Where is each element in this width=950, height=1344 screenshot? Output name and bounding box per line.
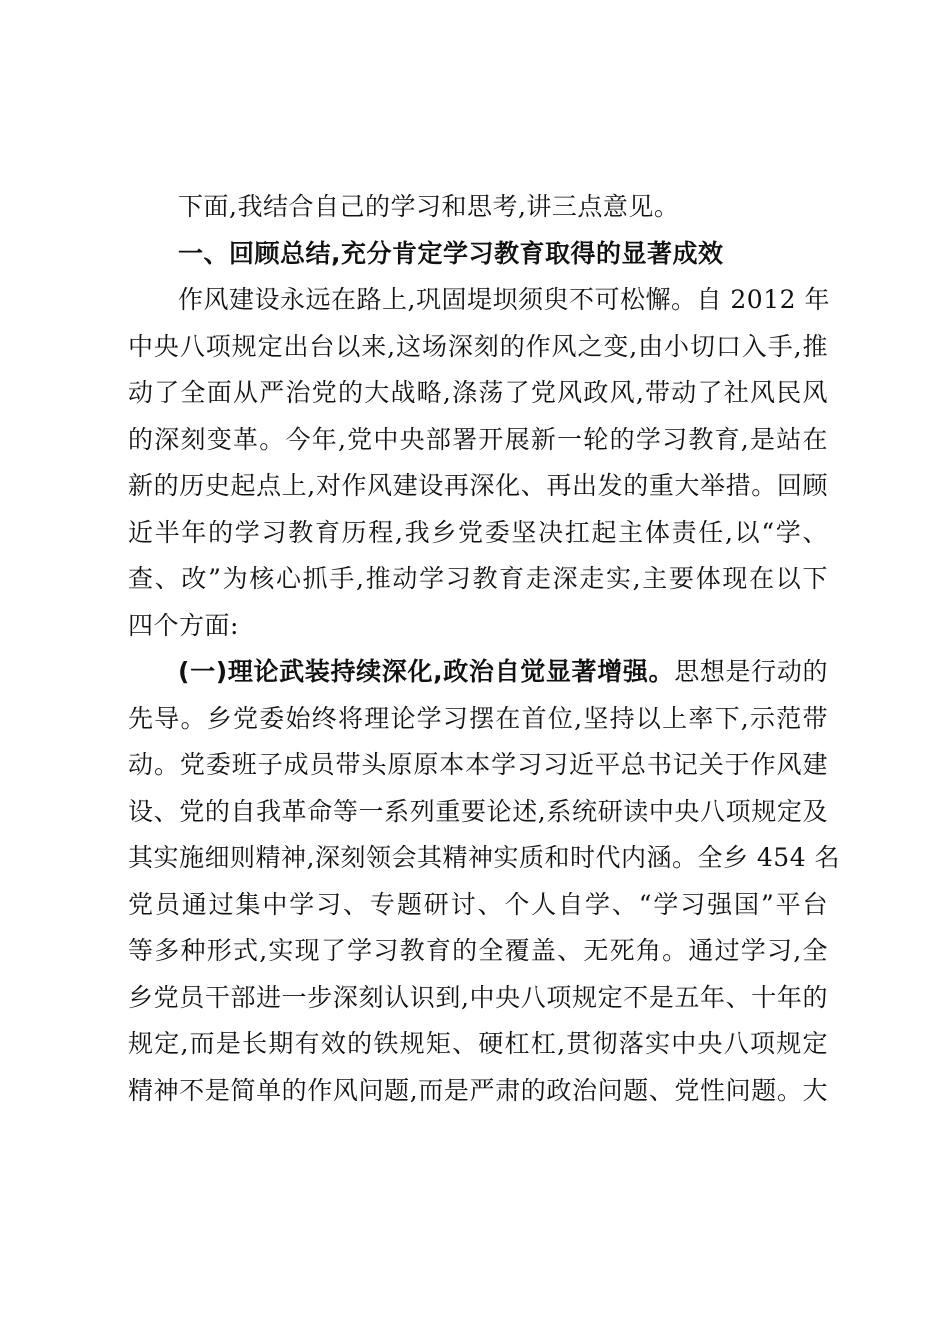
paragraph-line: 的深刻变革。今年,党中央部署开展新一轮的学习教育,是站在	[128, 424, 828, 454]
paragraph-line: 党员通过集中学习、专题研讨、个人自学、“学习强国”平台	[128, 889, 828, 919]
paragraph-line: 四个方面:	[128, 610, 239, 640]
paragraph-line: 作风建设永远在路上,巩固堤坝须臾不可松懈。自 2012 年	[178, 285, 830, 314]
paragraph-review	[128, 277, 828, 649]
paragraph-line: 乡党员干部进一步深刻认识到,中央八项规定不是五年、十年的	[128, 982, 828, 1012]
subsection-heading: (一)理论武装持续深化,政治自觉显著增强。	[178, 657, 675, 686]
paragraph-line: 设、党的自我革命等一系列重要论述,系统研读中央八项规定及	[128, 796, 828, 826]
paragraph-line-rest: 思想是行动的	[674, 657, 828, 686]
body-text	[128, 184, 841, 1114]
paragraph-theory	[128, 649, 841, 1114]
paragraph-line: 中央八项规定出台以来,这场深刻的作风之变,由小切口入手,推	[128, 331, 828, 361]
paragraph-line: 新的历史起点上,对作风建设再深化、再出发的重大举措。回顾	[128, 471, 828, 500]
paragraph-line: 先导。乡党委始终将理论学习摆在首位,坚持以上率下,示范带	[128, 703, 828, 733]
paragraph-line	[128, 649, 828, 696]
paragraph-line: 动。党委班子成员带头原原本本学习习近平总书记关于作风建	[128, 750, 828, 779]
paragraph-line: 动了全面从严治党的大战略,涤荡了党风政风,带动了社风民风	[128, 378, 828, 407]
section-heading: 一、回顾总结,充分肯定学习教育取得的显著成效	[178, 238, 724, 268]
paragraph-line: 其实施细则精神,深刻领会其精神实质和时代内涵。全乡 454 名	[128, 843, 841, 872]
paragraph-line: 查、改”为核心抓手,推动学习教育走深走实,主要体现在以下	[128, 564, 828, 593]
intro-paragraph: 下面,我结合自己的学习和思考,讲三点意见。	[178, 192, 680, 221]
paragraph-line: 近半年的学习教育历程,我乡党委坚决扛起主体责任,以“学、	[128, 517, 828, 547]
paragraph-line: 规定,而是长期有效的铁规矩、硬杠杠,贯彻落实中央八项规定	[128, 1029, 828, 1058]
paragraph-line: 精神不是简单的作风问题,而是严肃的政治问题、党性问题。大	[128, 1075, 828, 1105]
paragraph-line: 等多种形式,实现了学习教育的全覆盖、无死角。通过学习,全	[128, 936, 828, 965]
